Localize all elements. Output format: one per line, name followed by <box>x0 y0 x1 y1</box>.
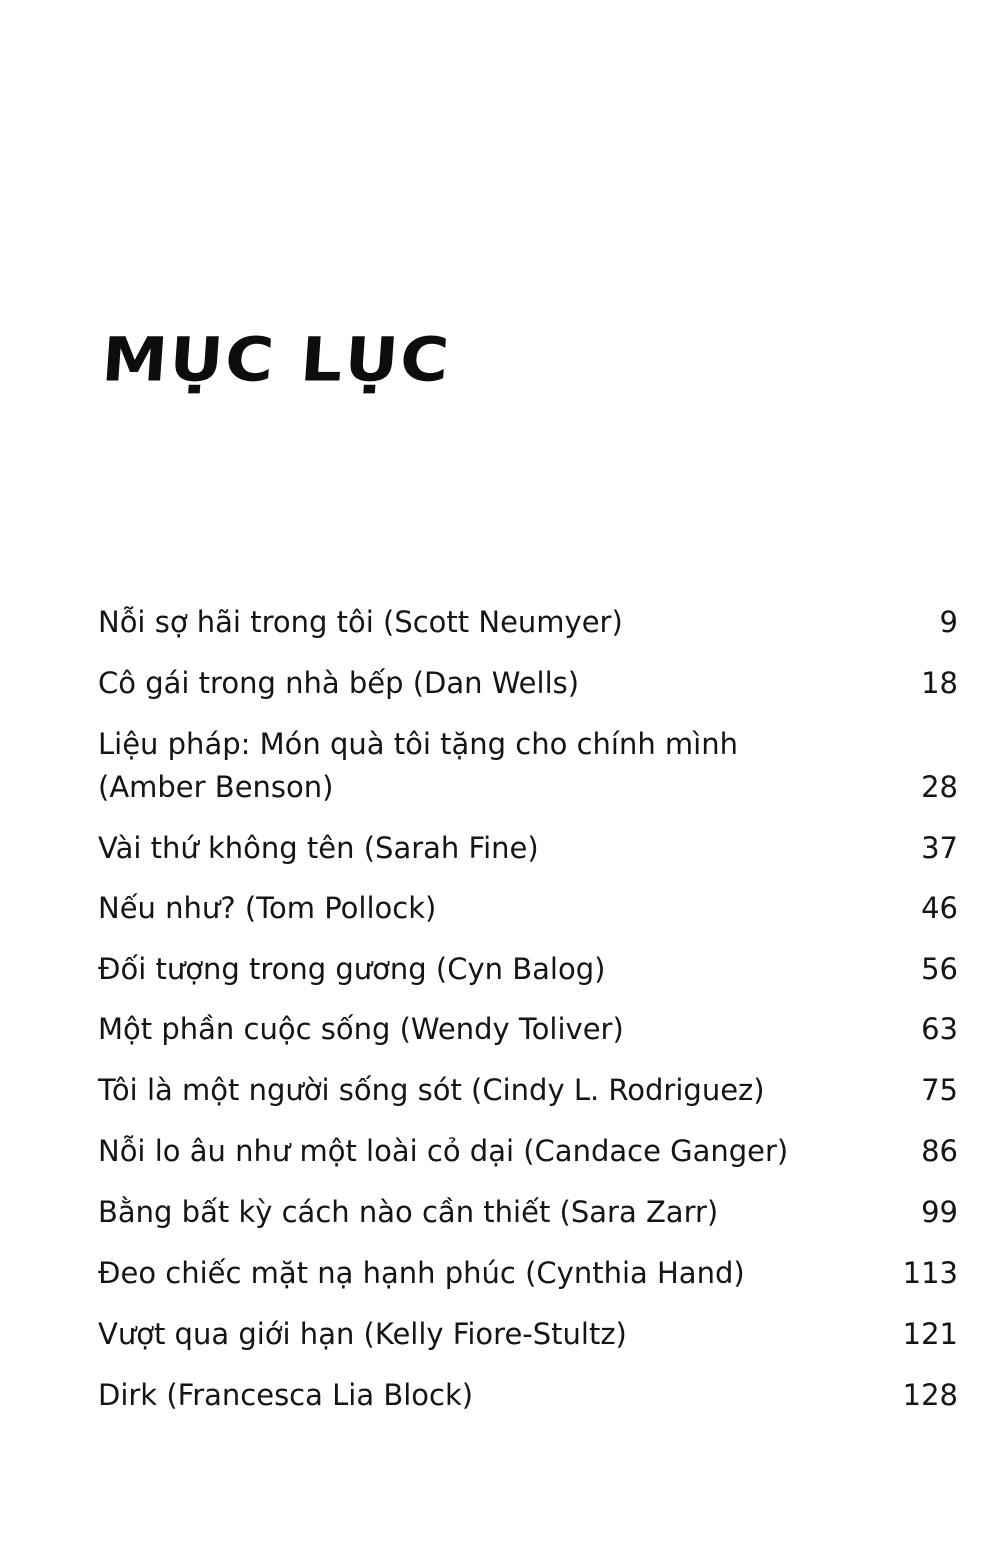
toc-entry-title: Vài thứ không tên (Sarah Fine) <box>98 831 539 865</box>
toc-entry-title: Nỗi lo âu như một loài cỏ dại (Candace Ganger) <box>98 1134 789 1168</box>
toc-entry-page: 121 <box>902 1317 958 1351</box>
toc-entry-title: Bằng bất kỳ cách nào cần thiết (Sara Zarr) <box>98 1195 719 1229</box>
toc-entry-page: 113 <box>902 1256 958 1290</box>
toc-entry <box>98 723 958 809</box>
toc-entry <box>98 887 958 930</box>
toc-entry <box>98 662 958 705</box>
toc-entry-title: Đeo chiếc mặt nạ hạnh phúc (Cynthia Hand) <box>98 1256 745 1290</box>
toc-entry-page: 28 <box>921 770 958 804</box>
toc-entry-page: 37 <box>921 831 958 865</box>
toc-entry-page: 99 <box>921 1195 958 1229</box>
toc-entry <box>98 948 958 991</box>
toc-entry-title: Nỗi sợ hãi trong tôi (Scott Neumyer) <box>98 605 623 639</box>
toc-entry-page: 46 <box>921 891 958 925</box>
toc-entry-page: 56 <box>921 952 958 986</box>
toc-entry <box>98 1069 958 1112</box>
toc-entry-title: Vượt qua giới hạn (Kelly Fiore-Stultz) <box>98 1317 627 1351</box>
toc-entry <box>98 601 958 644</box>
toc-entry-title: Đối tượng trong gương (Cyn Balog) <box>98 952 606 986</box>
toc-entry <box>98 1191 958 1234</box>
toc-entry-title: Nếu như? (Tom Pollock) <box>98 891 437 925</box>
toc-entry-page: 9 <box>939 605 958 639</box>
toc-entry-page: 63 <box>921 1012 958 1046</box>
toc-entry <box>98 1252 958 1295</box>
toc-entry <box>98 1374 958 1417</box>
toc-entry <box>98 1130 958 1173</box>
toc-entry-title: Dirk (Francesca Lia Block) <box>98 1378 474 1412</box>
toc-entry-page: 75 <box>921 1073 958 1107</box>
toc-entry-title: Tôi là một người sống sót (Cindy L. Rodriguez) <box>98 1073 765 1107</box>
toc-entry <box>98 1008 958 1051</box>
toc-entry-page: 18 <box>921 666 958 700</box>
toc-entry-title: Cô gái trong nhà bếp (Dan Wells) <box>98 666 580 700</box>
toc-entry <box>98 827 958 870</box>
toc-entry-title: Liệu pháp: Món quà tôi tặng cho chính mình (Amber Benson) <box>98 727 738 804</box>
toc-entry-title: Một phần cuộc sống (Wendy Toliver) <box>98 1012 624 1046</box>
toc-entry <box>98 1313 958 1356</box>
toc-entry-page: 128 <box>902 1378 958 1412</box>
toc-entry-page: 86 <box>921 1134 958 1168</box>
toc-heading: MỤC LỤC <box>99 324 454 396</box>
